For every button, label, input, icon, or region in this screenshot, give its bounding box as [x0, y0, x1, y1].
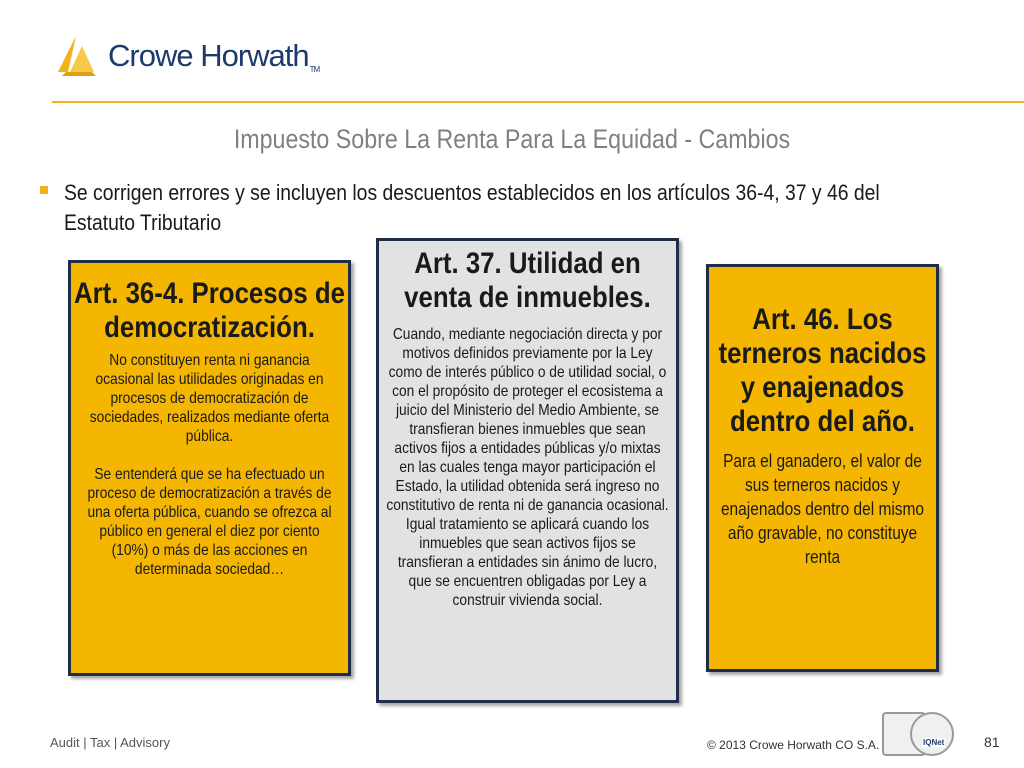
- slide-title: Impuesto Sobre La Renta Para La Equidad - Cambios: [233, 124, 791, 154]
- bullet-text: Se corrigen errores y se incluyen los descuentos establecidos en los artículos 36-4, 37 y 46 del Estatuto Tributario: [64, 180, 880, 235]
- box-body: Para el ganadero, el valor de sus terneros nacidos y enajenados dentro del mismo año gravable, no constituye renta: [720, 451, 925, 567]
- flame-icon: [52, 32, 100, 80]
- article-46-box: [706, 264, 939, 672]
- article-36-4-box: [68, 260, 351, 676]
- box-title: Art. 36-4. Procesos de democratización.: [73, 277, 346, 344]
- cert-label: IQNet: [923, 738, 945, 747]
- box-title: Art. 46. Los terneros nacidos y enajenados dentro del año.: [718, 303, 927, 438]
- box-title: Art. 37. Utilidad en venta de inmuebles.: [404, 247, 651, 314]
- square-bullet-icon: [40, 186, 48, 194]
- box-paragraph: Se entenderá que se ha efectuado un proceso de democratización a través de una oferta pública, cuando se ofrezca al público en general el diez por ciento (10%) o más de las acciones en determinada sociedad…: [87, 466, 332, 578]
- box-paragraph: No constituyen renta ni ganancia ocasional las utilidades originadas en procesos de democratización de sociedades, realizados mediante oferta pública.: [89, 352, 330, 445]
- article-37-box: [376, 238, 679, 703]
- bullet-point: [40, 178, 1000, 238]
- header-divider: [52, 101, 1024, 103]
- crowe-horwath-logo: [52, 32, 319, 80]
- logo-wordmark: Crowe HorwathTM: [108, 38, 320, 74]
- box-body: Cuando, mediante negociación directa y por motivos definidos previamente por la Ley como de interés público o de utilidad social, o con el propósito de proteger el ecosistema a juicio del Ministerio del Medio Ambiente, se transfieran bienes inmuebles que sean activos fijos a entidades públicas y/o mixtas en las cuales tenga mayor participación el Estado, la utilidad obtenida será ingreso no constitutivo de renta ni de ganancia ocasional. Igual tratamiento se aplicará cuando los inmuebles que sean activos fijos se transfieran a entidades sin ánimo de lucro, que se encuentren obligadas por Ley a construir vivienda social.: [386, 326, 669, 609]
- page-number: 81: [984, 734, 1000, 750]
- footer-copyright: © 2013 Crowe Horwath CO S.A.: [707, 738, 880, 752]
- box-body: [80, 351, 339, 579]
- footer-services: Audit | Tax | Advisory: [50, 735, 170, 750]
- iqnet-certification-seal-icon: [910, 712, 954, 756]
